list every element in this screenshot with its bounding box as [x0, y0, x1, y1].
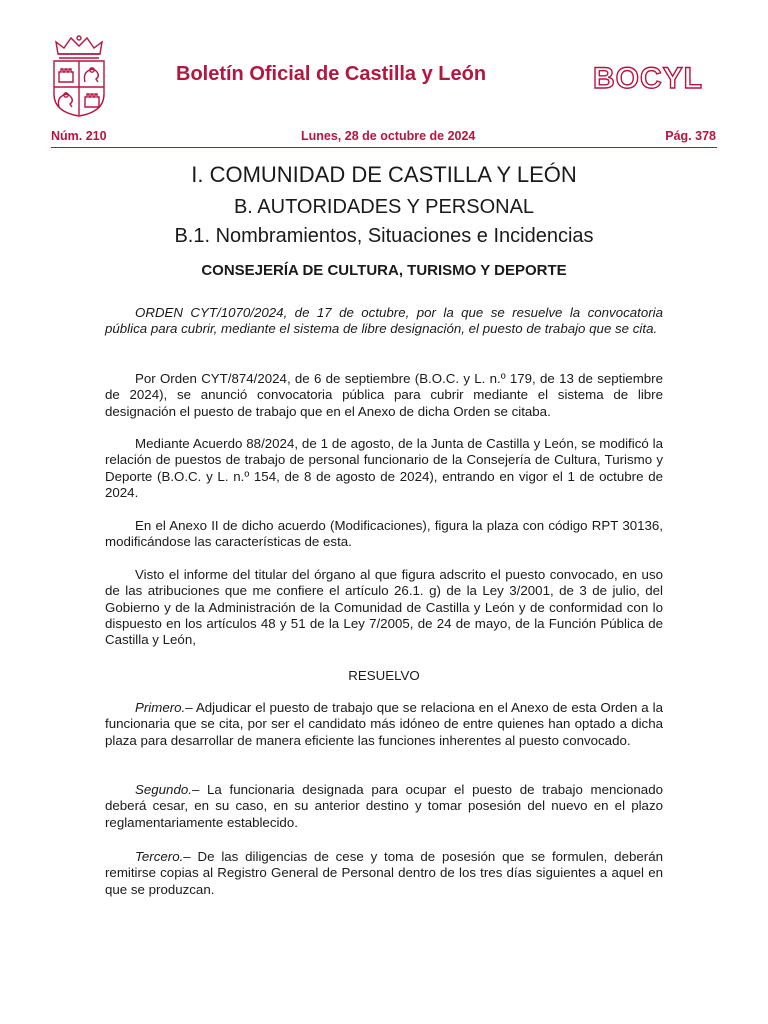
paragraph-1: Por Orden CYT/874/2024, de 6 de septiembre (B.O.C. y L. n.º 179, de 13 de septiembre de 2024), se anunció convocatoria pública para cubrir mediante el sistema de libre designación el puesto de trabajo que en el Anexo de dicha Orden se citaba.: [105, 371, 663, 419]
department-heading: CONSEJERÍA DE CULTURA, TURISMO Y DEPORTE: [201, 262, 567, 279]
article-third-label: Tercero.: [135, 849, 184, 864]
page-number: Pág. 378: [665, 129, 716, 143]
resolve-heading: RESUELVO: [348, 668, 420, 683]
issue-meta-bar: [51, 127, 717, 148]
article-second-text: – La funcionaria designada para ocupar el puesto de trabajo mencionado deberá cesar, en su caso, en su anterior destino y tomar posesión del nuevo en el plazo reglamentariamente establecido.: [105, 782, 663, 830]
bocyl-logo: [591, 62, 719, 92]
paragraph-4: Visto el informe del titular del órgano al que figura adscrito el puesto convocado, en uso de las atribuciones que me confiere el artículo 26.1. g) de la Ley 3/2001, de 3 de julio, del Gobierno y de la Administración de la Comunidad de Castilla y León y de conformidad con lo dispuesto en los artículos 48 y 51 de la Ley 7/2005, de 24 de mayo, de la Función Pública de Castilla y León,: [105, 567, 663, 648]
article-third-text: – De las diligencias de cese y toma de posesión que se formulen, deberán remitirse copias al Registro General de Personal dentro de los tres días siguientes a aquel en que se produzcan.: [105, 849, 663, 897]
paragraph-3: En el Anexo II de dicho acuerdo (Modificaciones), figura la plaza con código RPT 30136, modificándose las características de esta.: [105, 518, 663, 550]
issue-date: Lunes, 28 de octubre de 2024: [301, 129, 476, 143]
paragraph-2: Mediante Acuerdo 88/2024, de 1 de agosto, de la Junta de Castilla y León, se modificó la relación de puestos de trabajo de personal funcionario de la Consejería de Cultura, Turismo y Deporte (B.O.C. y L. n.º 154, de 8 de agosto de 2024), entrando en vigor el 1 de octubre de 2024.: [105, 436, 663, 500]
article-first-label: Primero.: [135, 700, 186, 715]
article-first: [105, 700, 663, 749]
article-second-label: Segundo.: [135, 782, 192, 797]
article-third: [105, 849, 663, 898]
bulletin-title: Boletín Oficial de Castilla y León: [176, 63, 487, 85]
article-second: [105, 782, 663, 831]
section-heading-level2: B. AUTORIDADES Y PERSONAL: [233, 196, 535, 218]
order-summary: ORDEN CYT/1070/2024, de 17 de octubre, por la que se resuelve la convocatoria pública para cubrir, mediante el sistema de libre designación, el puesto de trabajo que se cita.: [105, 305, 663, 337]
coat-of-arms-logo: [50, 34, 108, 118]
section-heading-level1: I. COMUNIDAD DE CASTILLA Y LEÓN: [191, 162, 577, 187]
article-first-text: – Adjudicar el puesto de trabajo que se relaciona en el Anexo de esta Orden a la funcionaria que se cita, por ser el candidato más idóneo de entre quienes han optado a dicha plaza para desarrollar de manera eficiente las funciones inherentes al puesto convocado.: [105, 700, 663, 748]
bocyl-logo-text: BOCYL: [593, 62, 703, 92]
issue-number: Núm. 210: [51, 129, 107, 143]
section-heading-level3: B.1. Nombramientos, Situaciones e Incidencias: [174, 225, 594, 247]
